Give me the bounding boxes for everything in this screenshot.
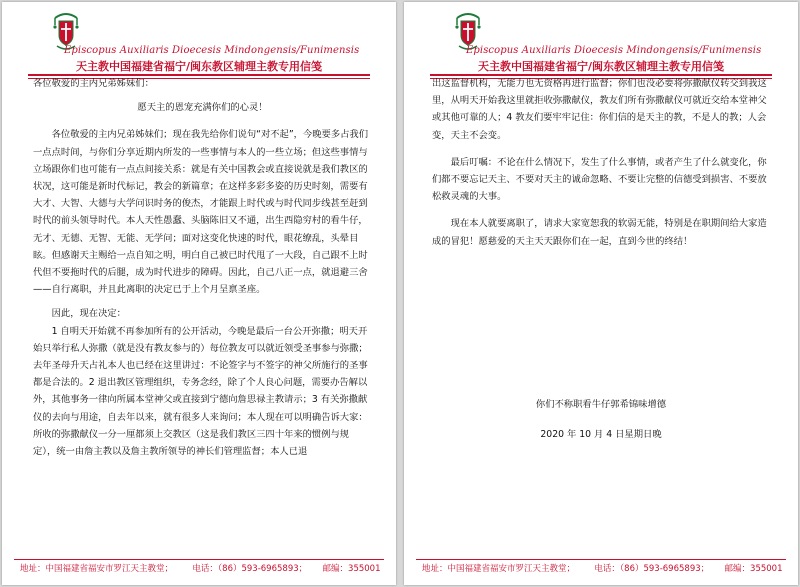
letterhead-latin: Episcopus Auxiliaris Dioecesis Mindongensis/Funimensis [466,45,762,56]
footer-divider [14,559,384,560]
footer-postcode: 邮编：355001 [322,564,381,574]
footer-phone: 电话：（86）593-6965893； [192,564,308,574]
footer-address: 地址：中国福建省福安市罗江天主教堂； [20,564,174,574]
paragraph: 最后叮嘱：不论在什么情况下，发生了什么事情，或者产生了什么就变化，你们都不要忘记天主、不要对天主的诚命忽略、不要让完整的信德受到损害、不要放松救灵魂的大事。 [432,156,767,203]
letter-date: 2020 年 10 月 4 日星期日晚 [540,429,662,440]
letterhead-title: 天主教中国福建省福宁/闽东教区辅理主教专用信笺 [477,60,725,73]
letterhead [404,8,798,73]
paragraph: 1 自明天开始就不再参加所有的公开活动，今晚是最后一台公开弥撒；明天开始只举行私人弥撒（就是没有教友参与的）每位教友可以就近领受圣事参与弥撒；去年圣母升天占礼本人也已经在这里讲过：不论签字与不签字的神父所施行的圣事都是合法的。2 退出教区管理组织，专务念经，除了个人良心问题，需要办告解以外，其他事务一律向所属本堂神父或直接到宁德向詹思禄主教请示；3 有关弥撒献仪的去向与用途，自去年以来，就有很多人来询问；本人现在可以明确告诉大家：所收的弥撒献仪一分一厘都须上交教区（这是我们教区三四十年来的惯例与规定），统一由詹主教以及詹主教所领导的神长们管理监督；本人已退 [33,325,368,458]
paragraph: 现在本人就要离职了，请求大家宽恕我的软弱无能，特别是在职期间给大家造成的冒犯！愿慈爱的天主天天跟你们在一起，直到今世的终结！ [432,218,767,247]
blessing: 愿天主的恩宠充满你们的心灵！ [137,102,268,114]
paragraph: 出这监督机构，无能力也无资格再进行监督；你们也没必要将弥撒献仪转交到我这里，从明天开始我这里就拒收弥撒献仪，教友们所有弥撒献仪可就近交给本堂神父或其他可靠的人；4 教友们要牢牢记住：你们信的是天主的教，不是人的教；人会变，天主不会变。 [432,78,767,141]
letterhead-title: 天主教中国福建省福宁/闽东教区辅理主教专用信笺 [75,60,323,73]
footer-phone: 电话：（86）593-6965893； [594,564,710,574]
footer-divider [416,559,786,560]
paragraph: 因此，现在决定： [51,308,126,320]
letter-body-left [33,75,372,460]
letterhead-latin: Episcopus Auxiliaris Dioecesis Mindongensis/Funimensis [64,45,360,56]
footer-postcode: 邮编：355001 [724,564,783,574]
footer-address: 地址：中国福建省福安市罗江天主教堂； [422,564,576,574]
letterhead [2,8,396,73]
letter-footer [20,562,384,574]
salutation: 各位敬爱的主内兄弟姊妹们： [33,78,154,89]
letter-footer [422,562,786,574]
letter-page-right [404,2,798,585]
letter-page-left [2,2,396,585]
signature: 你们不称职看牛仔郭希锦味增德 [535,399,667,410]
letter-body-right [432,75,774,250]
paragraph: 各位敬爱的主内兄弟姊妹们；现在我先给你们说句“对不起”，今晚要多占我们一点点时间，与你们分享近期内所发的一些事情与本人的一些立场；但这些事情与立场跟你们也可能有一点点间接关系：就是有关中国教会或直接说就是我们教区的状况，这可能是新时代标记，教会的新篇章；在这样多彩多姿的历史时刻，需要有大才、大智、大德与大学问识时务的俊杰，才能跟上时代或与时代同步线甚至赶到时代的前头领导时代。本人天性愚蠢、头脑陈旧又不通，出生西隐穷村的看牛仔，无才、无德、无智、无能、无学问；面对这变化快速的时代，眼花缭乱，头晕目眩。但感谢天主赐给一点自知之明，明白自己被已时代甩了一大段，自己跟不上时代但不要拖时代的后腿，成为时代进步的障碍。因此，自己八正一点，就退避三舍——自行离职，并且此离职的决定已于上个月呈禀圣座。 [33,129,369,296]
